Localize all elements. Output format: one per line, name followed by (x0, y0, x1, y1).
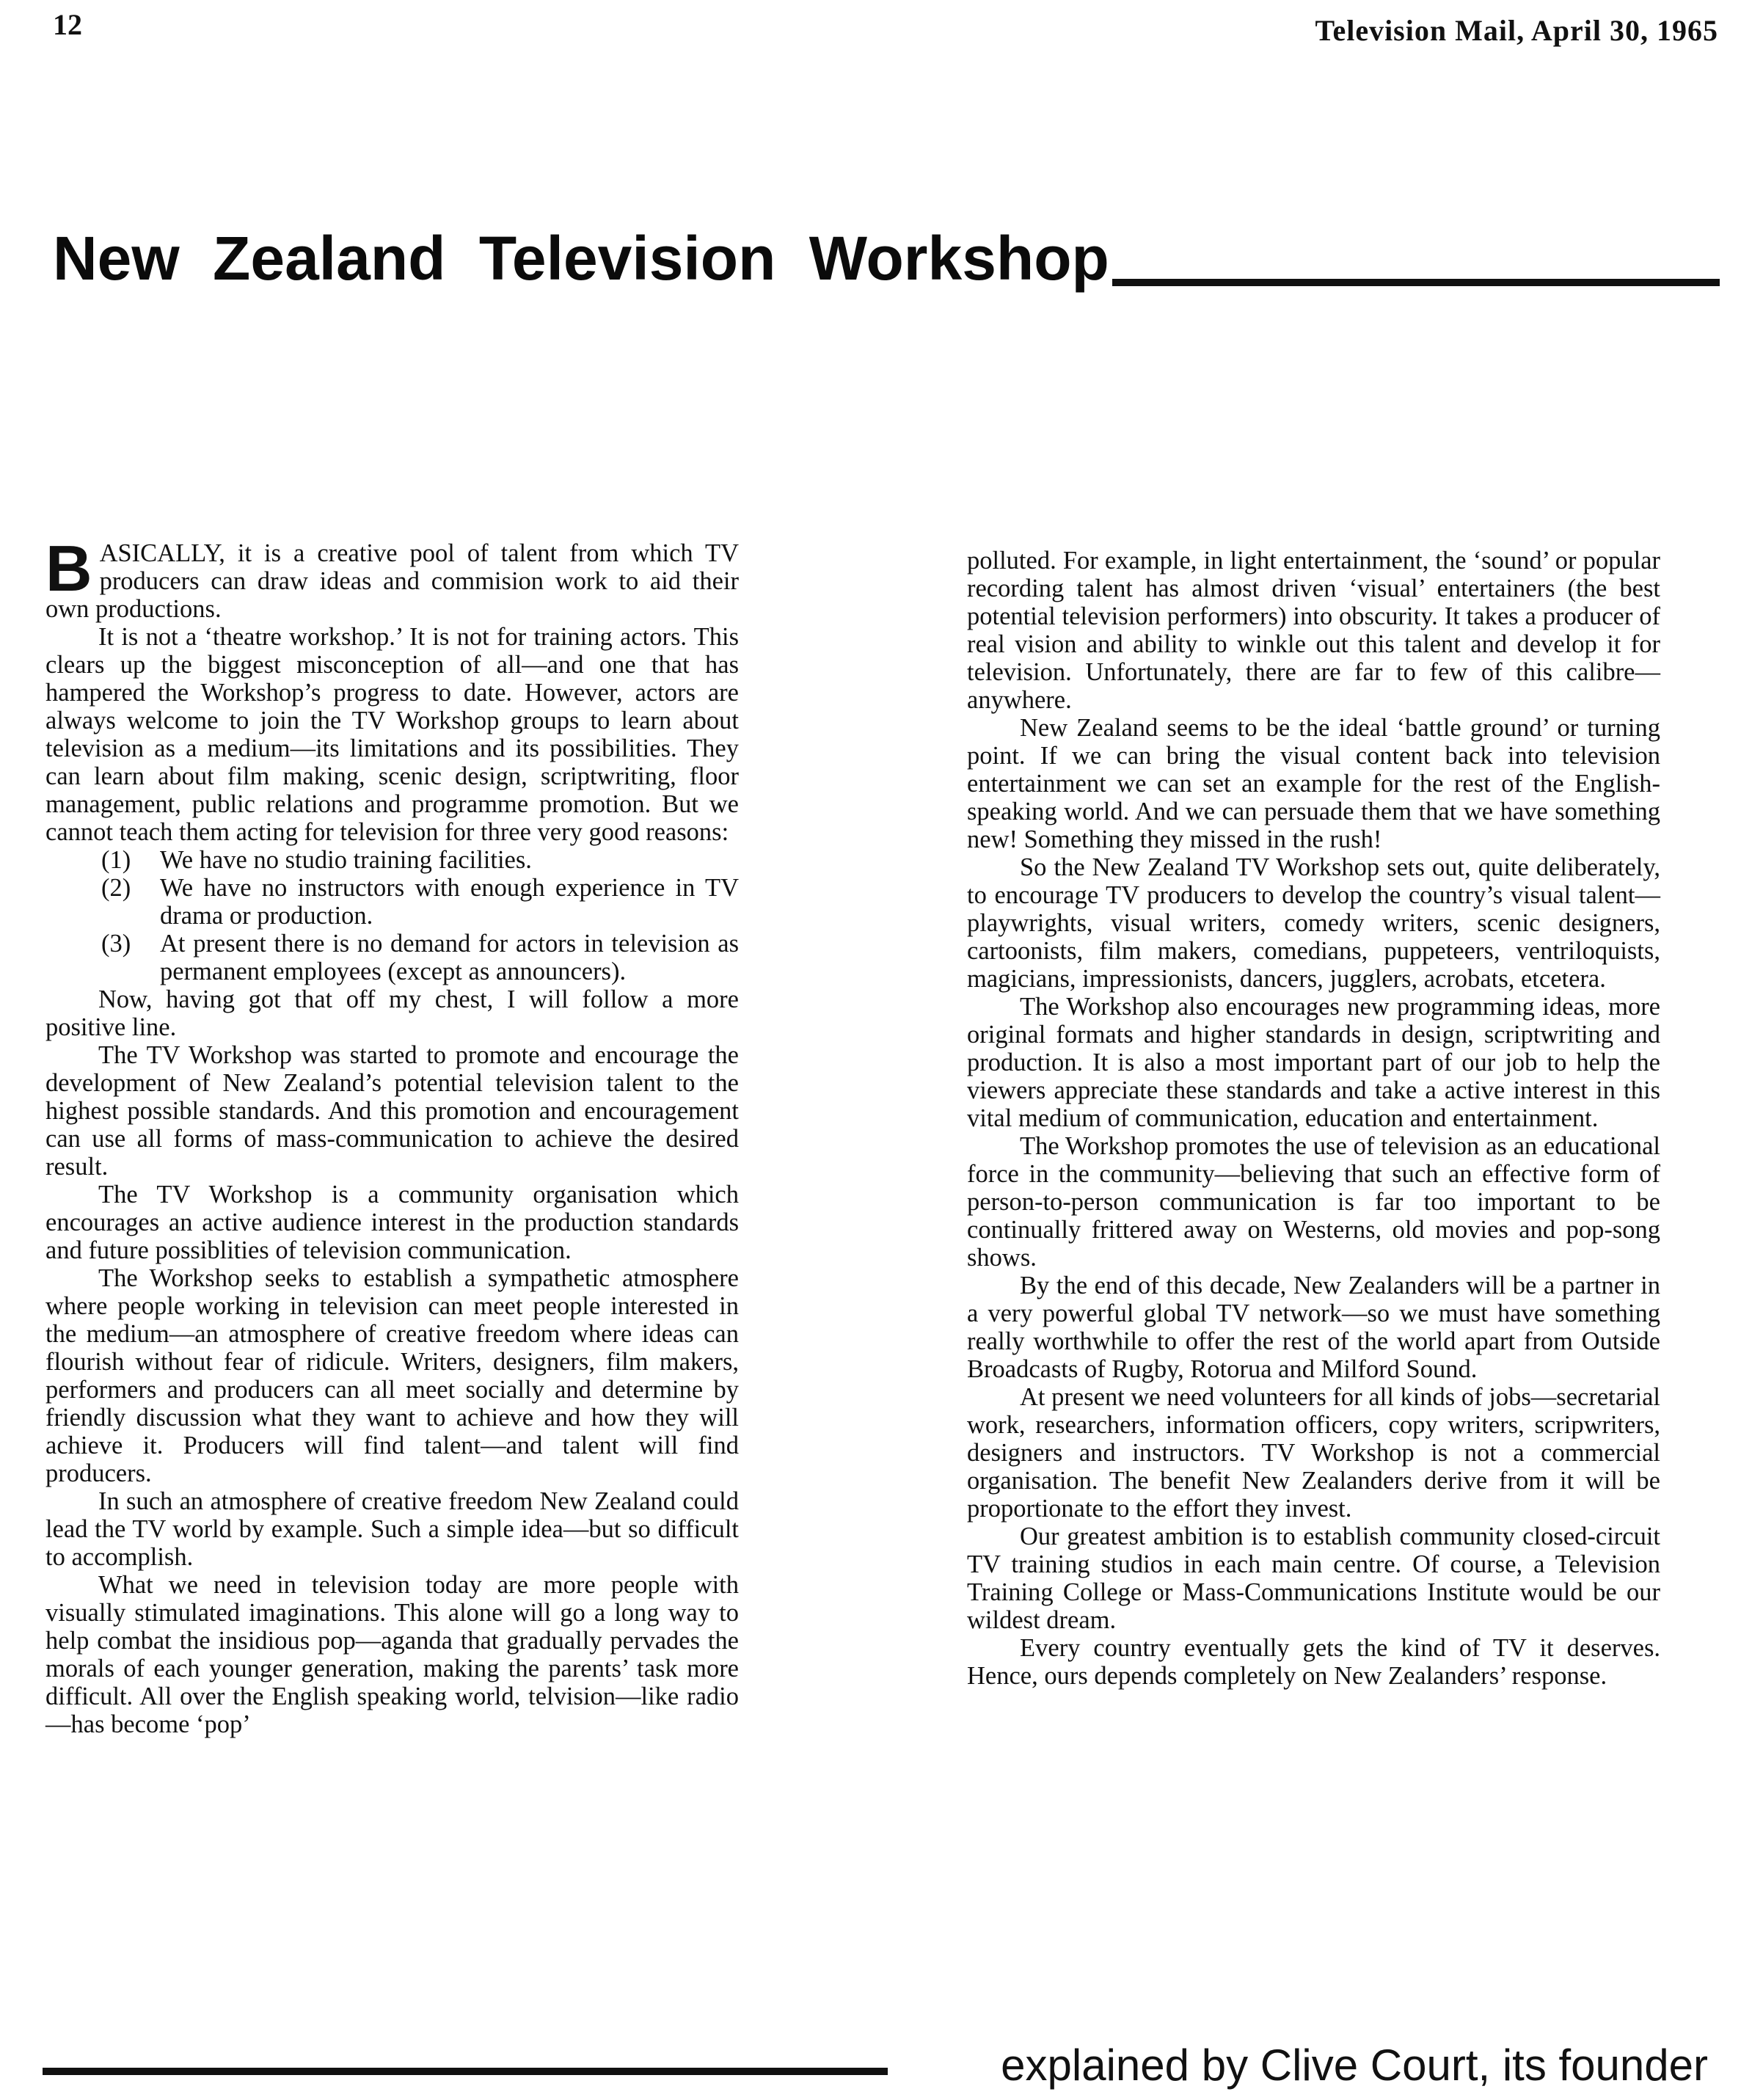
headline-rule (1112, 279, 1720, 286)
paragraph: Now, having got that off my chest, I will follow a more positive line. (45, 985, 739, 1041)
paragraph: polluted. For example, in light entertainment, the ‘sound’ or popular recording talent has almost driven ‘visual’ entertainers (the best potential television performers) into obscurity. It takes a producer of real vision and ability to winkle out this talent and develop it for television. Unfortunately, there are far to few of this calibre—anywhere. (967, 547, 1660, 714)
byline-rule (43, 2068, 888, 2075)
byline-row (43, 2040, 1708, 2090)
right-column (967, 547, 1660, 1690)
list-item (101, 874, 739, 930)
left-column (45, 532, 739, 1738)
list-number: (3) (101, 930, 131, 958)
paragraph: New Zealand seems to be the ideal ‘battle ground’ or turning point. If we can bring the visual content back into television entertainment we can set an example for the rest of the English-speaking world. And we can persuade them that we have something new! Something they missed in the rush! (967, 714, 1660, 853)
article-headline: New Zealand Television Workshop (53, 224, 1109, 293)
paragraph: At present we need volunteers for all kinds of jobs—secretarial work, researchers, information officers, copy writers, scripwriters, designers and instructors. TV Workshop is not a commercial organisation. The benefit New Zealanders derive from it will be proportionate to the effort they invest. (967, 1383, 1660, 1523)
paragraph: So the New Zealand TV Workshop sets out, quite deliberately, to encourage TV producers to develop the country’s visual talent—playwrights, visual writers, comedy writers, scenic designers, cartoonists, film makers, comedians, puppeteers, ventriloquists, magicians, impressionists, dancers, jugglers, acrobats, etcetera. (967, 853, 1660, 993)
drop-cap: B (45, 532, 92, 605)
paragraph: The Workshop also encourages new programming ideas, more original formats and higher standards in design, scriptwriting and production. It is also a most important part of our job to help the viewers appreciate these standards and take a active interest in this vital medium of communication, education and entertainment. (967, 993, 1660, 1132)
paragraph: It is not a ‘theatre workshop.’ It is not for training actors. This clears up the biggest misconception of all—and one that has hampered the Workshop’s progress to date. However, actors are always welcome to join the TV Workshop groups to learn about television as a medium—its limitations and its possibilities. They can learn about film making, scenic design, scriptwriting, floor management, public relations and programme promotion. But we cannot teach them acting for television for three very good reasons: (45, 623, 739, 846)
list-item (101, 930, 739, 985)
masthead: Television Mail, April 30, 1965 (1315, 14, 1718, 47)
list-number: (2) (101, 874, 131, 902)
paragraph: Our greatest ambition is to establish community closed-circuit TV training studios in each main centre. Of course, a Television Training College or Mass-Communications Institute would be our wildest dream. (967, 1523, 1660, 1634)
paragraph: In such an atmosphere of creative freedom New Zealand could lead the TV world by example. Such a simple idea—but so difficult to accomplish. (45, 1487, 739, 1571)
list-text: We have no instructors with enough experience in TV drama or production. (160, 874, 739, 930)
paragraph: The Workshop promotes the use of television as an educational force in the community—believing that such an effective form of person-to-person communication is far too important to be continually frittered away on Westerns, old movies and pop-song shows. (967, 1132, 1660, 1272)
paragraph: The TV Workshop is a community organisation which encourages an active audience interest in the production standards and future possiblities of television communication. (45, 1181, 739, 1264)
page-number: 12 (53, 8, 82, 41)
list-item (101, 846, 739, 874)
paragraph: By the end of this decade, New Zealanders will be a partner in a very powerful global TV network—so we must have something really worthwhile to offer the rest of the world apart from Outside Broadcasts of Rugby, Rotorua and Milford Sound. (967, 1272, 1660, 1383)
headline-row (53, 224, 1720, 293)
list-number: (1) (101, 846, 131, 874)
paragraph: Every country eventually gets the kind of TV it deserves. Hence, ours depends completely on New Zealanders’ response. (967, 1634, 1660, 1690)
list-text: At present there is no demand for actors in television as permanent employees (except as announcers). (160, 930, 739, 985)
reasons-list (45, 846, 739, 985)
paragraph: What we need in television today are more people with visually stimulated imaginations. This alone will go a long way to help combat the insidious pop—aganda that gradually pervades the morals of each younger generation, making the parents’ task more difficult. All over the English speaking world, telvision—like radio—has become ‘pop’ (45, 1571, 739, 1738)
paragraph-text: ASICALLY, it is a creative pool of talent from which TV producers can draw ideas and commision work to aid their own productions. (45, 539, 739, 623)
list-text: We have no studio training facilities. (160, 846, 532, 874)
byline: explained by Clive Court, its founder (1001, 2041, 1708, 2090)
paragraph: The Workshop seeks to establish a sympathetic atmosphere where people working in television can meet people interested in the medium—an atmosphere of creative freedom where ideas can flourish without fear of ridicule. Writers, designers, film makers, performers and producers can all meet socially and determine by friendly discussion what they want to achieve and how they will achieve it. Producers will find talent—and talent will find producers. (45, 1264, 739, 1487)
paragraph (45, 532, 739, 623)
paragraph: The TV Workshop was started to promote and encourage the development of New Zealand’s potential television talent to the highest possible standards. And this promotion and encouragement can use all forms of mass-communication to achieve the desired result. (45, 1041, 739, 1181)
